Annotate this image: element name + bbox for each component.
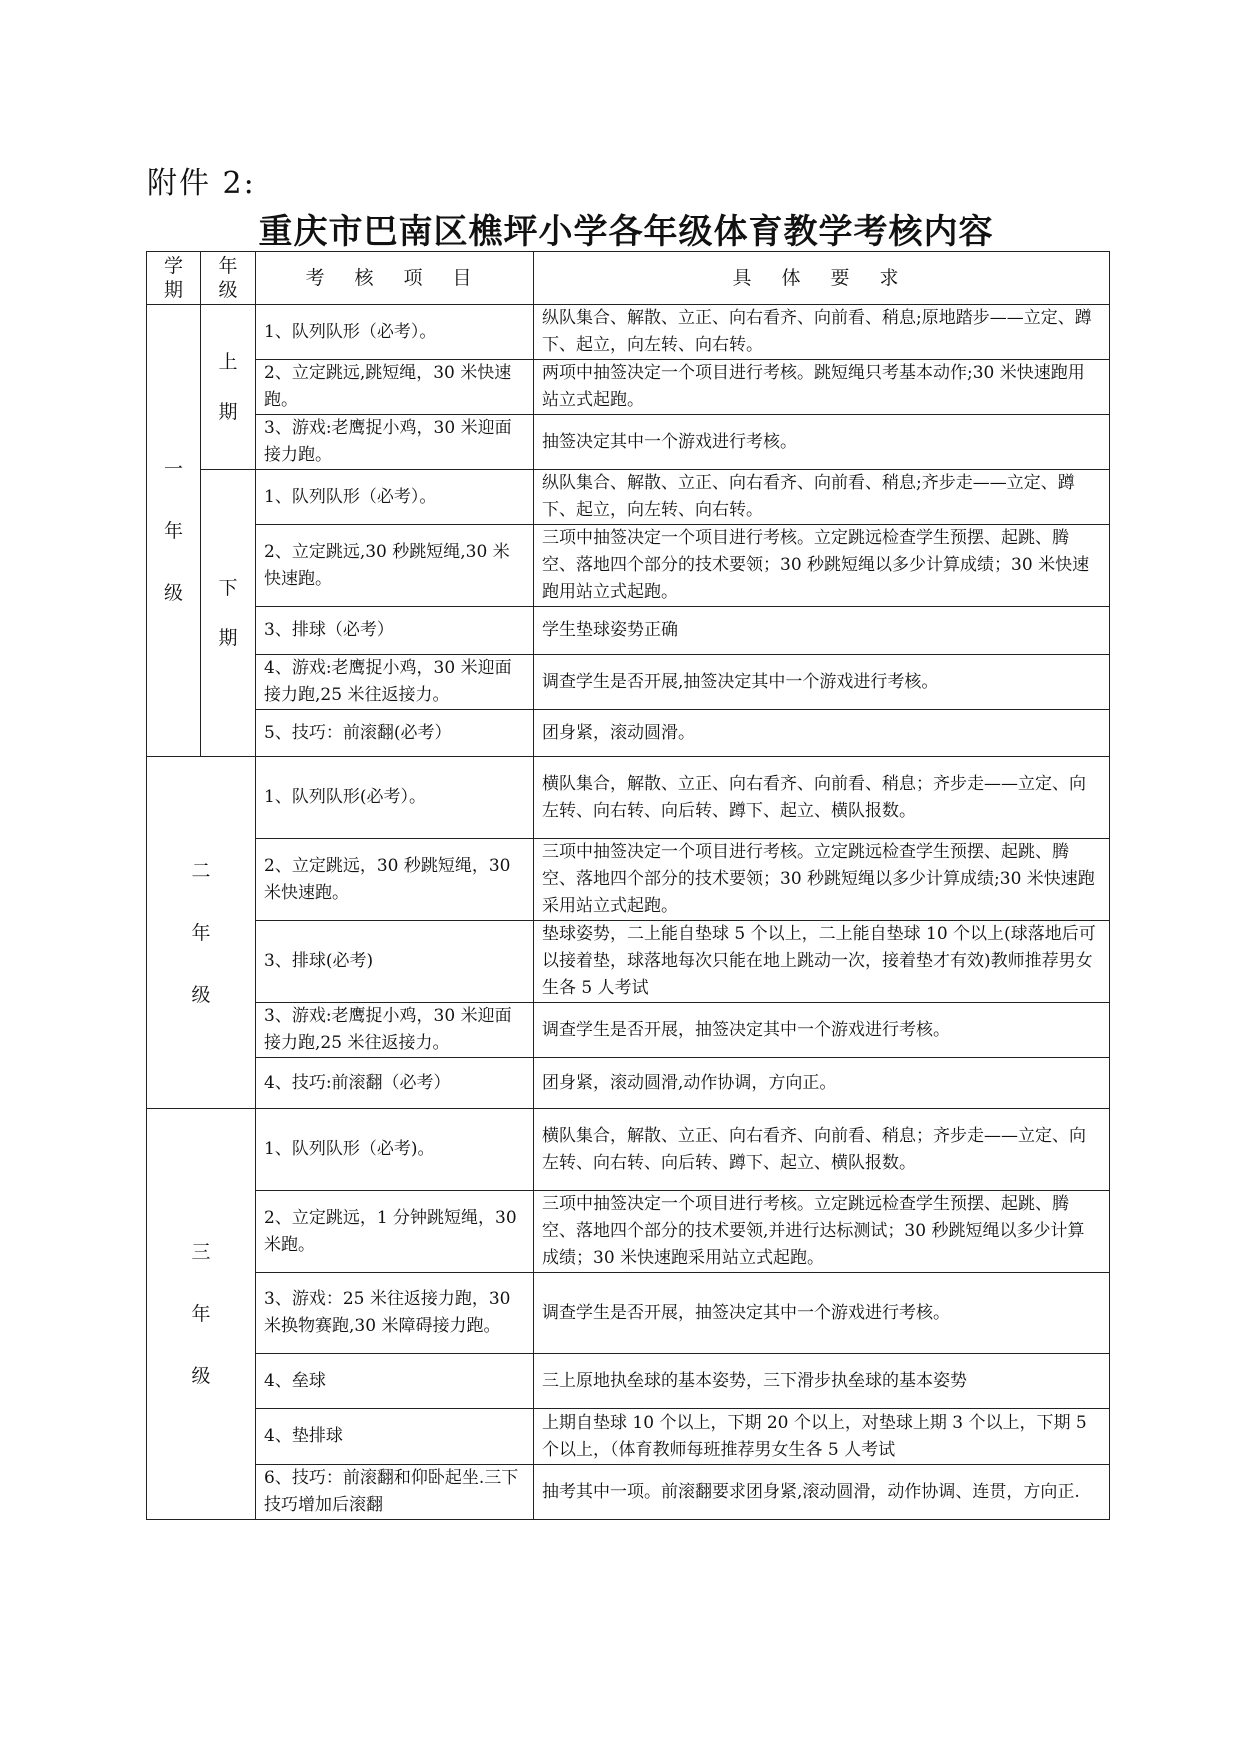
item-cell: 5、技巧：前滚翻(必考） bbox=[256, 710, 534, 757]
table-header-row bbox=[147, 252, 1110, 305]
requirement-cell: 学生垫球姿势正确 bbox=[534, 607, 1110, 655]
requirement-cell: 三项中抽签决定一个项目进行考核。立定跳远检查学生预摆、起跳、腾空、落地四个部分的技术要领；30 秒跳短绳以多少计算成绩；30 米快速跑用站立式起跑。 bbox=[534, 525, 1110, 607]
requirement-cell: 调查学生是否开展，抽签决定其中一个游戏进行考核。 bbox=[534, 1273, 1110, 1354]
requirement-cell: 纵队集合、解散、立正、向右看齐、向前看、稍息;齐步走——立定、蹲下、起立，向左转、向右转。 bbox=[534, 470, 1110, 525]
requirement-cell: 调查学生是否开展，抽签决定其中一个游戏进行考核。 bbox=[534, 1003, 1110, 1058]
item-cell: 4、技巧:前滚翻（必考） bbox=[256, 1058, 534, 1109]
item-cell: 4、游戏:老鹰捉小鸡，30 米迎面接力跑,25 米往返接力。 bbox=[256, 655, 534, 710]
header-semester: 学 期 bbox=[147, 252, 201, 305]
requirement-cell: 抽考其中一项。前滚翻要求团身紧,滚动圆滑，动作协调、连贯，方向正. bbox=[534, 1465, 1110, 1520]
item-cell: 4、垒球 bbox=[256, 1354, 534, 1409]
table-row bbox=[147, 1465, 1110, 1520]
requirement-cell: 上期自垫球 10 个以上，下期 20 个以上，对垫球上期 3 个以上，下期 5 个以上，（体育教师每班推荐男女生各 5 人考试 bbox=[534, 1409, 1110, 1465]
table-row bbox=[147, 470, 1110, 525]
requirement-cell: 垫球姿势，二上能自垫球 5 个以上，二上能自垫球 10 个以上(球落地后可以接着垫，球落地每次只能在地上跳动一次，接着垫才有效)教师推荐男女生各 5 人考试 bbox=[534, 921, 1110, 1003]
requirement-cell: 两项中抽签决定一个项目进行考核。跳短绳只考基本动作;30 米快速跑用站立式起跑。 bbox=[534, 360, 1110, 415]
requirement-cell: 横队集合，解散、立正、向右看齐、向前看、稍息；齐步走——立定、向左转、向右转、向后转、蹲下、起立、横队报数。 bbox=[534, 757, 1110, 839]
item-cell: 2、立定跳远,30 秒跳短绳,30 米快速跑。 bbox=[256, 525, 534, 607]
item-cell: 1、队列队形（必考）。 bbox=[256, 305, 534, 360]
grade2-label: 二 年 级 bbox=[147, 757, 256, 1109]
item-cell: 3、游戏:老鹰捉小鸡，30 米迎面接力跑。 bbox=[256, 415, 534, 470]
grade1-label: 一 年 级 bbox=[147, 305, 201, 757]
item-cell: 1、队列队形（必考)。 bbox=[256, 1109, 534, 1191]
table-row bbox=[147, 1003, 1110, 1058]
requirement-cell: 三项中抽签决定一个项目进行考核。立定跳远检查学生预摆、起跳、腾空、落地四个部分的技术要领,并进行达标测试；30 秒跳短绳以多少计算成绩；30 米快速跑采用站立式起跑。 bbox=[534, 1191, 1110, 1273]
requirement-cell: 团身紧，滚动圆滑。 bbox=[534, 710, 1110, 757]
requirement-cell: 三上原地执垒球的基本姿势，三下滑步执垒球的基本姿势 bbox=[534, 1354, 1110, 1409]
table-row bbox=[147, 921, 1110, 1003]
header-grade: 年 级 bbox=[201, 252, 256, 305]
grade1-lower-label: 下 期 bbox=[201, 470, 256, 757]
requirement-cell: 抽签决定其中一个游戏进行考核。 bbox=[534, 415, 1110, 470]
table-row bbox=[147, 1109, 1110, 1191]
table-row bbox=[147, 1354, 1110, 1409]
header-requirement: 具 体 要 求 bbox=[534, 252, 1110, 305]
table-row bbox=[147, 757, 1110, 839]
document-title: 重庆市巴南区樵坪小学各年级体育教学考核内容 bbox=[258, 212, 994, 252]
table-row bbox=[147, 1058, 1110, 1109]
requirement-cell: 三项中抽签决定一个项目进行考核。立定跳远检查学生预摆、起跳、腾空、落地四个部分的技术要领；30 秒跳短绳以多少计算成绩;30 米快速跑采用站立式起跑。 bbox=[534, 839, 1110, 921]
header-item: 考 核 项 目 bbox=[256, 252, 534, 305]
table-row bbox=[147, 839, 1110, 921]
exam-content-table bbox=[146, 251, 1110, 1520]
requirement-cell: 调查学生是否开展,抽签决定其中一个游戏进行考核。 bbox=[534, 655, 1110, 710]
item-cell: 4、垫排球 bbox=[256, 1409, 534, 1465]
grade3-label: 三 年 级 bbox=[147, 1109, 256, 1520]
table-row bbox=[147, 607, 1110, 655]
item-cell: 6、技巧：前滚翻和仰卧起坐.三下技巧增加后滚翻 bbox=[256, 1465, 534, 1520]
table-row bbox=[147, 360, 1110, 415]
table-row bbox=[147, 1273, 1110, 1354]
requirement-cell: 团身紧，滚动圆滑,动作协调，方向正。 bbox=[534, 1058, 1110, 1109]
item-cell: 2、立定跳远，30 秒跳短绳，30 米快速跑。 bbox=[256, 839, 534, 921]
requirement-cell: 纵队集合、解散、立正、向右看齐、向前看、稍息;原地踏步——立定、蹲下、起立，向左转、向右转。 bbox=[534, 305, 1110, 360]
grade1-upper-label: 上 期 bbox=[201, 305, 256, 470]
requirement-cell: 横队集合，解散、立正、向右看齐、向前看、稍息；齐步走——立定、向左转、向右转、向后转、蹲下、起立、横队报数。 bbox=[534, 1109, 1110, 1191]
table-row bbox=[147, 1191, 1110, 1273]
item-cell: 3、游戏：25 米往返接力跑，30 米换物赛跑,30 米障碍接力跑。 bbox=[256, 1273, 534, 1354]
item-cell: 2、立定跳远,跳短绳，30 米快速跑。 bbox=[256, 360, 534, 415]
table-row bbox=[147, 1409, 1110, 1465]
item-cell: 3、排球(必考) bbox=[256, 921, 534, 1003]
attachment-label: 附件 2: bbox=[147, 166, 256, 201]
table-row bbox=[147, 655, 1110, 710]
table-row bbox=[147, 525, 1110, 607]
table-row bbox=[147, 415, 1110, 470]
item-cell: 3、排球（必考） bbox=[256, 607, 534, 655]
item-cell: 1、队列队形（必考）。 bbox=[256, 470, 534, 525]
item-cell: 3、游戏:老鹰捉小鸡，30 米迎面接力跑,25 米往返接力。 bbox=[256, 1003, 534, 1058]
item-cell: 2、立定跳远，1 分钟跳短绳，30 米跑。 bbox=[256, 1191, 534, 1273]
item-cell: 1、队列队形(必考）。 bbox=[256, 757, 534, 839]
table-row bbox=[147, 710, 1110, 757]
table-row bbox=[147, 305, 1110, 360]
